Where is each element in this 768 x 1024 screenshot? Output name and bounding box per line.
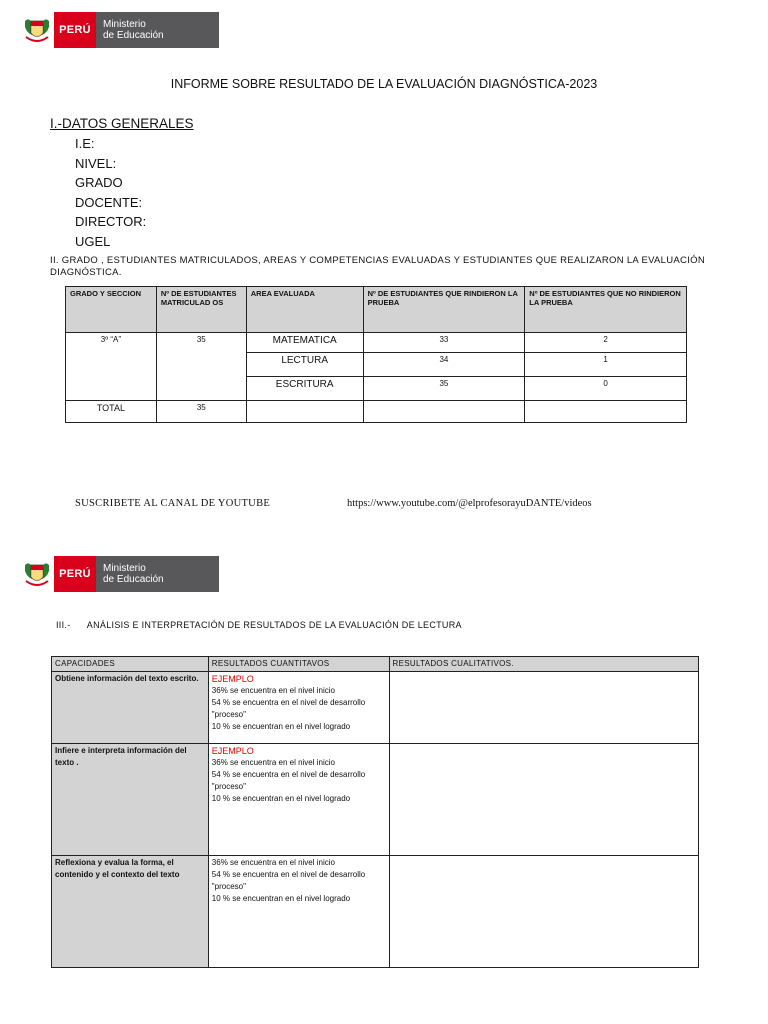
cell-no-rindieron: 1 <box>525 353 687 377</box>
table-row <box>66 333 687 353</box>
coat-of-arms-icon <box>20 556 54 592</box>
header-cualitativos: RESULTADOS CUALITATIVOS. <box>389 657 698 672</box>
ministry-logo <box>20 556 219 592</box>
field-nivel: NIVEL: <box>75 156 117 171</box>
header-rindieron: Nº DE ESTUDIANTES QUE RINDIERON LA PRUEBA <box>363 287 525 333</box>
header-no-rindieron: Nº DE ESTUDIANTES QUE NO RINDIERON LA PRUEBA <box>525 287 687 333</box>
cell-cualitativo[interactable] <box>389 744 698 856</box>
total-row <box>66 401 687 423</box>
table-row <box>52 856 699 968</box>
cell-rindieron: 35 <box>363 377 525 401</box>
cell-empty <box>363 401 525 423</box>
ministry-logo <box>20 12 219 48</box>
cell-area: LECTURA <box>246 353 363 377</box>
students-table <box>65 286 687 423</box>
cell-total-value: 35 <box>156 401 246 423</box>
table-header-row <box>66 287 687 333</box>
table-header-row <box>52 657 699 672</box>
cell-empty <box>246 401 363 423</box>
cell-no-rindieron: 2 <box>525 333 687 353</box>
section1-heading: I.-DATOS GENERALES <box>50 116 194 131</box>
cell-capacidad: Obtiene información del texto escrito. <box>52 672 209 744</box>
field-grado: GRADO <box>75 175 123 190</box>
cell-rindieron: 34 <box>363 353 525 377</box>
cell-matriculados: 35 <box>156 333 246 401</box>
example-label: EJEMPLO <box>211 674 254 684</box>
section3-heading: III.- ANÁLISIS E INTERPRETACIÓN DE RESULTADOS DE LA EVALUACIÓN DE LECTURA <box>56 620 462 630</box>
header-cuantitativos: RESULTADOS CUANTITAVOS <box>208 657 389 672</box>
cell-area: MATEMATICA <box>246 333 363 353</box>
cell-no-rindieron: 0 <box>525 377 687 401</box>
field-docente: DOCENTE: <box>75 195 143 210</box>
field-director: DIRECTOR: <box>75 214 147 229</box>
table-row <box>52 672 699 744</box>
header-grado: GRADO Y SECCION <box>66 287 157 333</box>
header-capacidades: CAPACIDADES <box>52 657 209 672</box>
cell-empty <box>525 401 687 423</box>
cell-area: ESCRITURA <box>246 377 363 401</box>
field-ugel: UGEL <box>75 234 111 249</box>
cell-cualitativo[interactable] <box>389 672 698 744</box>
example-label: EJEMPLO <box>211 746 254 756</box>
cell-cuantitativo: 36% se encuentra en el nivel inicio 54 % se encuentra en el nivel de desarrollo "proceso" 10 % se encuentran en el nivel logrado <box>208 856 389 968</box>
peru-label: PERÚ <box>54 12 96 48</box>
cell-rindieron: 33 <box>363 333 525 353</box>
ministry-name: Ministerio de Educación <box>96 556 219 592</box>
analysis-table <box>51 656 699 968</box>
report-title: INFORME SOBRE RESULTADO DE LA EVALUACIÓN DIAGNÓSTICA-2023 <box>170 77 598 91</box>
cell-grado: 3º “A” <box>66 333 157 401</box>
peru-label: PERÚ <box>54 556 96 592</box>
section2-heading: II. GRADO , ESTUDIANTES MATRICULADOS, AREAS Y COMPETENCIAS EVALUADAS Y ESTUDIANTES QUE REALIZARON LA EVALUACIÓN DIAGNÓSTICA. <box>50 255 705 278</box>
header-matriculados: Nº DE ESTUDIANTES MATRICULAD OS <box>156 287 246 333</box>
header-area: AREA EVALUADA <box>246 287 363 333</box>
table-row <box>52 744 699 856</box>
cell-capacidad: Reflexiona y evalua la forma, el contenido y el contexto del texto <box>52 856 209 968</box>
ministry-name: Ministerio de Educación <box>96 12 219 48</box>
youtube-url[interactable]: https://www.youtube.com/@elprofesorayuDANTE/videos <box>347 498 592 509</box>
cell-cuantitativo: EJEMPLO 36% se encuentra en el nivel inicio 54 % se encuentra en el nivel de desarrollo "proceso" 10 % se encuentran en el nivel logrado <box>208 672 389 744</box>
cell-total-label: TOTAL <box>66 401 157 423</box>
cell-cualitativo[interactable] <box>389 856 698 968</box>
cell-capacidad: Infiere e interpreta información del texto . <box>52 744 209 856</box>
youtube-label: SUSCRIBETE AL CANAL DE YOUTUBE <box>75 498 271 509</box>
field-ie: I.E: <box>75 136 95 151</box>
cell-cuantitativo: EJEMPLO 36% se encuentra en el nivel inicio 54 % se encuentra en el nivel de desarrollo "proceso" 10 % se encuentran en el nivel logrado <box>208 744 389 856</box>
coat-of-arms-icon <box>20 12 54 48</box>
